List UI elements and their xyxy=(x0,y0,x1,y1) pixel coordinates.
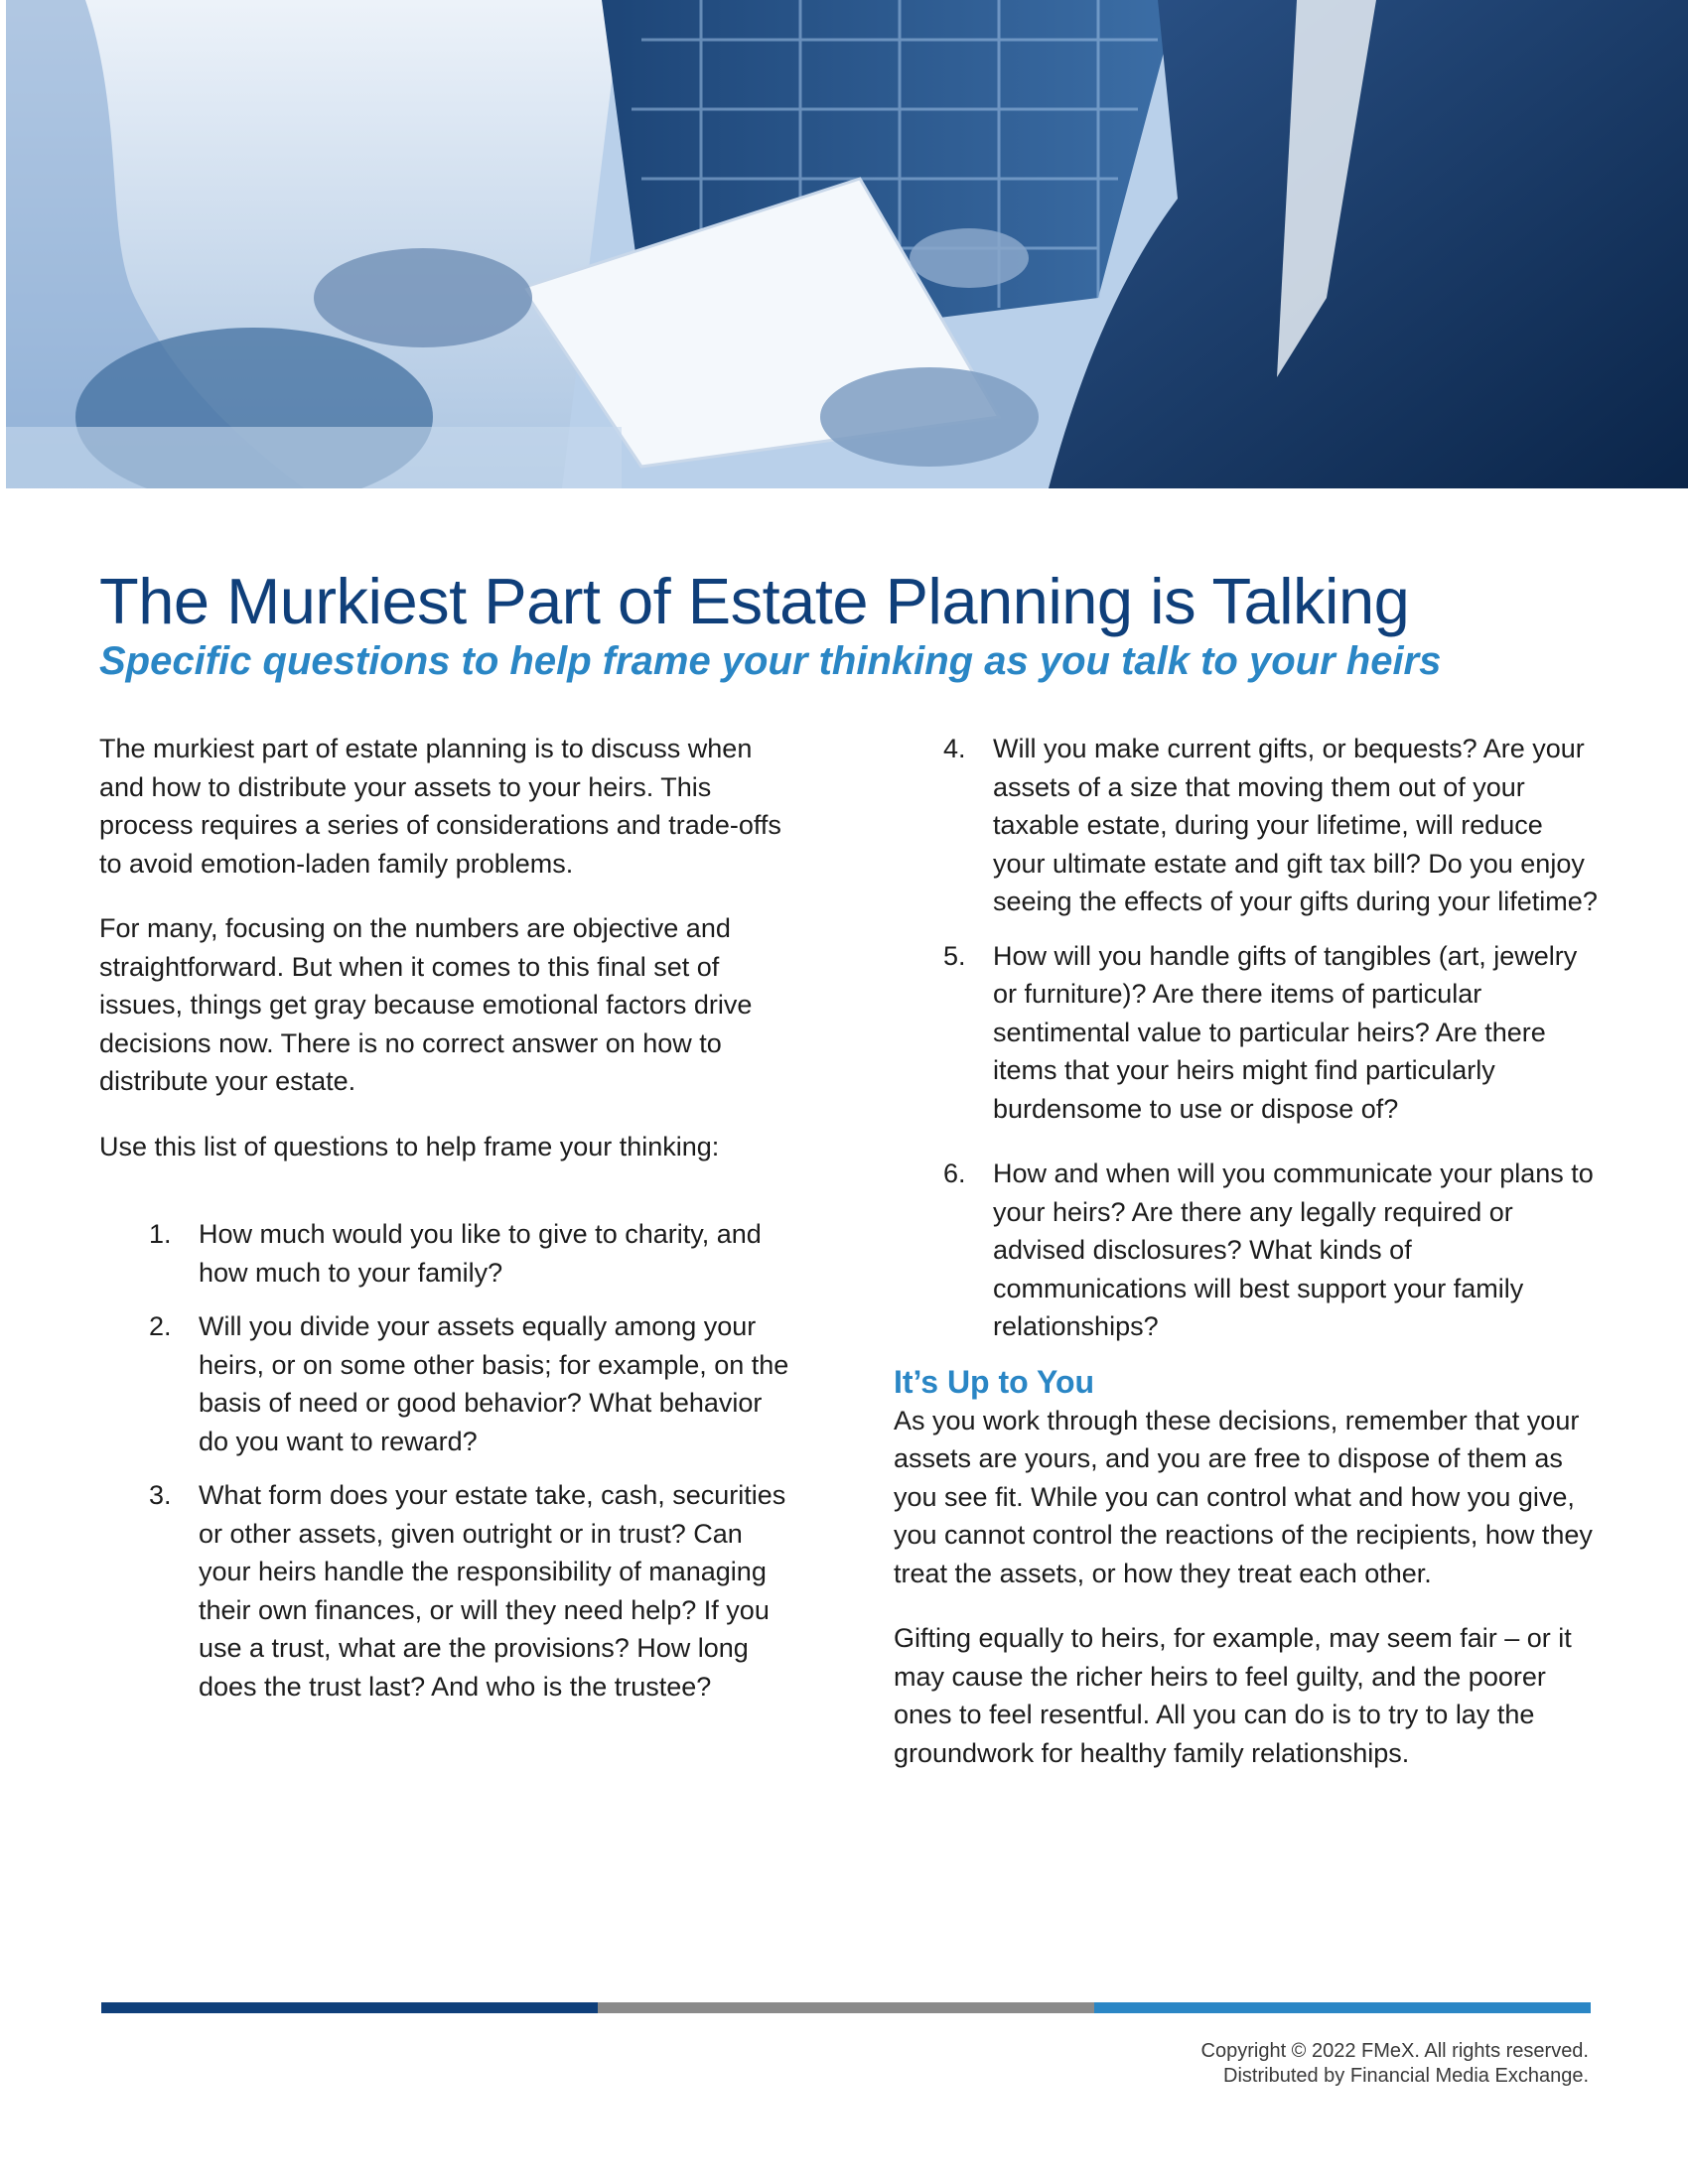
copyright-text: Copyright © 2022 FMeX. All rights reserved. xyxy=(1200,2040,1589,2062)
hero-photo-illustration xyxy=(6,0,1688,488)
hero-photo xyxy=(6,0,1688,488)
footer xyxy=(1201,2039,1589,2089)
question-list xyxy=(894,730,1599,1346)
footer-divider xyxy=(101,2002,1591,2013)
list-item xyxy=(149,1476,794,1706)
section-heading: It’s Up to You xyxy=(894,1363,1095,1400)
list-item-number: 1. xyxy=(149,1219,172,1249)
list-item-text: How and when will you communicate your plans to your heirs? Are there any legally required or advised disclosures? What kinds of communications will best support your family relationships? xyxy=(993,1159,1594,1341)
list-item-number: 6. xyxy=(943,1159,966,1188)
list-item-text: Will you divide your assets equally among your heirs, or on some other basis; for example, on the basis of need or good behavior? What behavior do you want to reward? xyxy=(199,1311,789,1456)
divider-segment-navy xyxy=(101,2002,598,2013)
list-item xyxy=(943,1155,1599,1346)
list-item-number: 5. xyxy=(943,940,966,971)
divider-segment-blue xyxy=(1094,2002,1591,2013)
list-item xyxy=(149,1215,794,1292)
divider-segment-gray xyxy=(598,2002,1094,2013)
list-item xyxy=(943,730,1599,921)
list-item-text: What form does your estate take, cash, securities or other assets, given outright or in trust? Can your heirs handle the responsibility of managing their own finances, or will they need help? If you use a trust, what are the provisions? How long does the trust last? And who is the trustee? xyxy=(199,1480,786,1702)
page-title: The Murkiest Part of Estate Planning is Talking xyxy=(99,565,1410,637)
list-item-text: How much would you like to give to charity, and how much to your family? xyxy=(199,1219,762,1288)
distribution-text: Distributed by Financial Media Exchange. xyxy=(1223,2065,1589,2087)
list-item-number: 2. xyxy=(149,1311,172,1341)
list-item-number: 4. xyxy=(943,734,966,763)
question-list xyxy=(99,1215,794,1706)
list-item-text: How will you handle gifts of tangibles (art, jewelry or furniture)? Are there items of particular sentimental value to particular heirs? Are there items that your heirs might find particularly burdensome to use or dispose of? xyxy=(993,940,1578,1124)
intro-paragraph: For many, focusing on the numbers are objective and straightforward. But when it comes to this final set of issues, things get gray because emotional factors drive decisions now. There is no correct answer on how to distribute your estate. xyxy=(99,913,753,1096)
list-item xyxy=(943,937,1599,1129)
list-item-number: 3. xyxy=(149,1480,172,1510)
section-paragraph: As you work through these decisions, remember that your assets are yours, and you are free to dispose of them as you see fit. While you can control what and how you give, you cannot control the reactions of the recipients, how they treat the assets, or how they treat each other. xyxy=(894,1405,1593,1588)
list-item-text: Will you make current gifts, or bequests? Are your assets of a size that moving them out of your taxable estate, during your lifetime, will reduce your ultimate estate and gift tax bill? Do you enjoy seeing the effects of your gifts during your lifetime? xyxy=(993,734,1598,916)
right-column xyxy=(894,730,1599,1799)
page-subtitle: Specific questions to help frame your thinking as you talk to your heirs xyxy=(99,639,1442,683)
list-item xyxy=(149,1307,794,1460)
intro-paragraph: The murkiest part of estate planning is to discuss when and how to distribute your assets to your heirs. This process requires a series of considerations and trade-offs to avoid emotion-laden family problems. xyxy=(99,734,781,879)
intro-paragraph: Use this list of questions to help frame your thinking: xyxy=(99,1131,720,1161)
section-paragraph: Gifting equally to heirs, for example, may seem fair – or it may cause the richer heirs to feel guilty, and the poorer ones to feel resentful. All you can do is to try to lay the groundwork for healthy family relationships. xyxy=(894,1623,1572,1768)
left-column xyxy=(99,730,794,1721)
